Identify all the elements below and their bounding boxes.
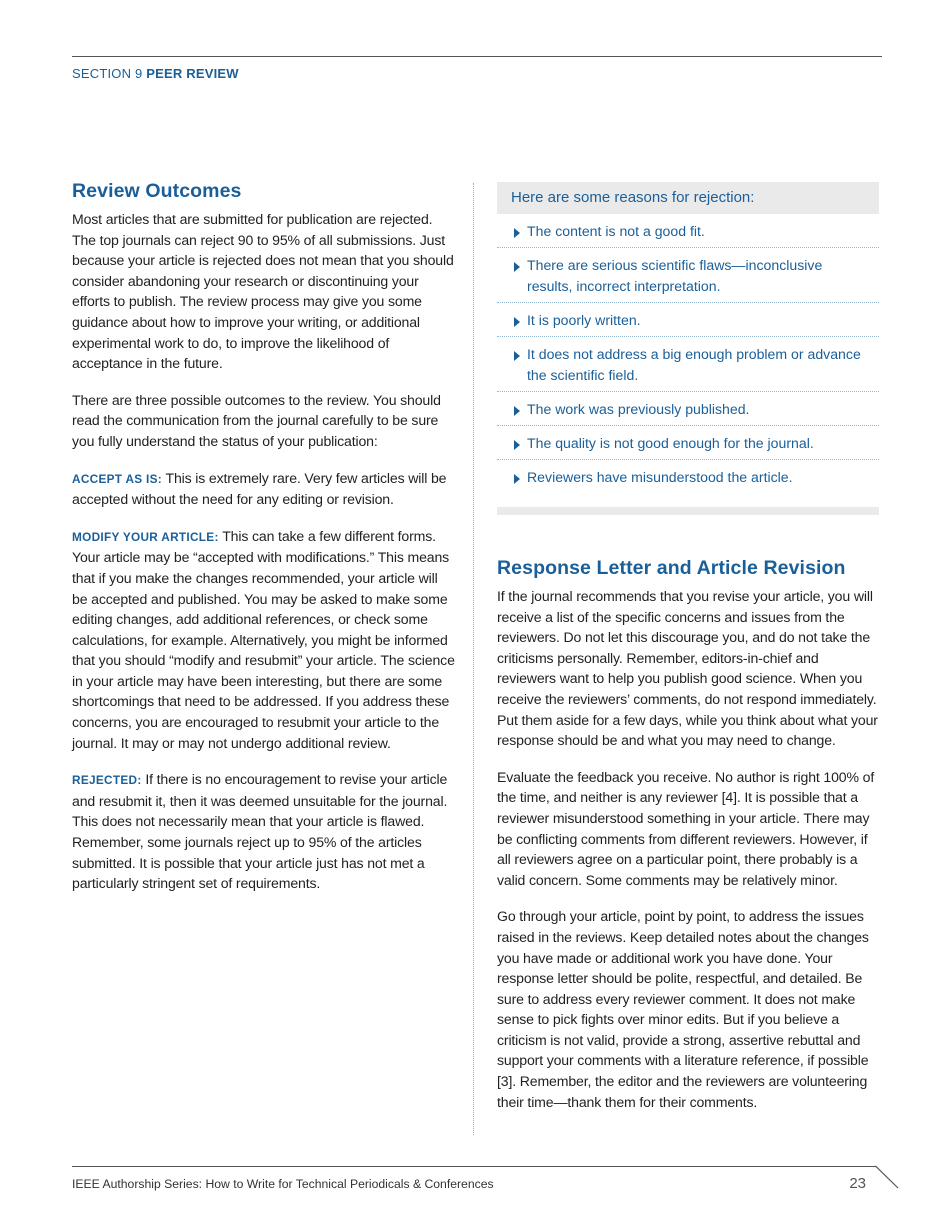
list-item bbox=[497, 248, 879, 303]
outcome-term: MODIFY YOUR ARTICLE: bbox=[72, 529, 219, 544]
section-number: SECTION 9 bbox=[72, 66, 143, 81]
outcome-term: REJECTED: bbox=[72, 773, 142, 788]
rejection-reasons-box bbox=[497, 182, 879, 515]
triangle-bullet-icon bbox=[514, 474, 520, 484]
page-number: 23 bbox=[849, 1175, 866, 1192]
right-column bbox=[497, 182, 879, 1112]
section-label bbox=[72, 66, 239, 81]
triangle-bullet-icon bbox=[514, 351, 520, 361]
review-outcomes-heading: Review Outcomes bbox=[72, 180, 242, 202]
list-item bbox=[497, 392, 879, 426]
footer-rule bbox=[72, 1166, 874, 1167]
outcome-modify bbox=[72, 526, 456, 754]
page-corner-icon bbox=[874, 1160, 900, 1190]
box-footer-bar bbox=[497, 507, 879, 515]
outcome-rejected bbox=[72, 769, 456, 894]
triangle-bullet-icon bbox=[514, 406, 520, 416]
outcome-accept bbox=[72, 468, 456, 510]
list-item bbox=[497, 214, 879, 248]
rejection-reasons-list bbox=[497, 214, 879, 493]
paragraph: If the journal recommends that you revise your article, you will receive a list of the specific concerns and issues from the reviewers. Do not let this discourage you, and do not take the criticisms personally. Remember, editors-in-chief and reviewers want to help you publish good science. When you receive the reviewers’ comments, do not respond immediately. Put them aside for a few days, while you think about what your response should be and what you may need to change. bbox=[497, 588, 878, 749]
list-item-text: There are serious scientific flaws—inconclusive results, incorrect interpretation. bbox=[527, 257, 823, 294]
paragraph: There are three possible outcomes to the review. You should read the communication from the journal carefully to be sure you fully understand the status of your publication: bbox=[72, 391, 441, 449]
triangle-bullet-icon bbox=[514, 262, 520, 272]
column-divider bbox=[473, 183, 474, 1135]
list-item bbox=[497, 426, 879, 460]
outcome-term: ACCEPT AS IS: bbox=[72, 471, 162, 486]
list-item-text: The quality is not good enough for the journal. bbox=[527, 435, 814, 451]
list-item-text: The content is not a good fit. bbox=[527, 223, 705, 239]
paragraph: Most articles that are submitted for publication are rejected. The top journals can reject 90 to 95% of all submissions. Just because your article is rejected does not mean that you should consider abandoning your research or discontinuing your efforts to publish. The review process may give you some guidance about how to improve your writing, or additional experimental work to do, to improve the likelihood of acceptance in the future. bbox=[72, 211, 454, 372]
left-column bbox=[72, 180, 456, 894]
list-item bbox=[497, 460, 879, 493]
list-item-text: The work was previously published. bbox=[527, 401, 750, 417]
list-item-text: It does not address a big enough problem or advance the scientific field. bbox=[527, 346, 861, 383]
response-letter-heading: Response Letter and Article Revision bbox=[497, 557, 846, 579]
footer-series-title: IEEE Authorship Series: How to Write for Technical Periodicals & Conferences bbox=[72, 1177, 494, 1191]
list-item bbox=[497, 303, 879, 337]
list-item-text: It is poorly written. bbox=[527, 312, 641, 328]
triangle-bullet-icon bbox=[514, 228, 520, 238]
rejection-reasons-title: Here are some reasons for rejection: bbox=[497, 182, 879, 214]
paragraph: Go through your article, point by point, to address the issues raised in the reviews. Keep detailed notes about the changes you have made or additional work you have done. Your response letter should be polite, respectful, and detailed. Be sure to address every reviewer comment. It does not make sense to pick fights over minor edits. But if you believe a criticism is not valid, provide a strong, assertive rebuttal and support your comments with a literature reference, if possible [3]. Remember, the editor and the reviewers are volunteering their time—thank them for their comments. bbox=[497, 908, 869, 1110]
list-item-text: Reviewers have misunderstood the article. bbox=[527, 469, 793, 485]
outcome-text: This is extremely rare. Very few articles will be accepted without the need for any editing or revision. bbox=[72, 469, 447, 508]
section-title: PEER REVIEW bbox=[146, 66, 239, 81]
paragraph: Evaluate the feedback you receive. No author is right 100% of the time, and neither is any reviewer [4]. It is possible that a reviewer misunderstood something in your article. There may be conflicting comments from different reviewers. However, if all reviewers agree on a particular point, there probably is a valid concern. Some comments may be relatively minor. bbox=[497, 768, 875, 888]
outcome-text: If there is no encouragement to revise your article and resubmit it, then it was deemed unsuitable for the journal. This does not necessarily mean that your article is flawed. Remember, some journals reject up to 95% of the articles submitted. It is possible that your article just has not met a particularly stringent set of requirements. bbox=[72, 771, 448, 892]
list-item bbox=[497, 337, 879, 392]
triangle-bullet-icon bbox=[514, 317, 520, 327]
triangle-bullet-icon bbox=[514, 440, 520, 450]
header-rule bbox=[72, 56, 882, 57]
outcome-text: This can take a few different forms. Your article may be “accepted with modifications.” This means that if you make the changes recommended, your article will be accepted and published. You may be asked to make some editing changes, add additional references, or check some calculations, for example. Alternatively, you might be informed that you should “modify and resubmit” your article. The science in your article may have been interesting, but there are some shortcomings that need to be addressed. If you address these concerns, you are encouraged to resubmit your article to the journal. It may or may not undergo additional review. bbox=[72, 527, 455, 751]
